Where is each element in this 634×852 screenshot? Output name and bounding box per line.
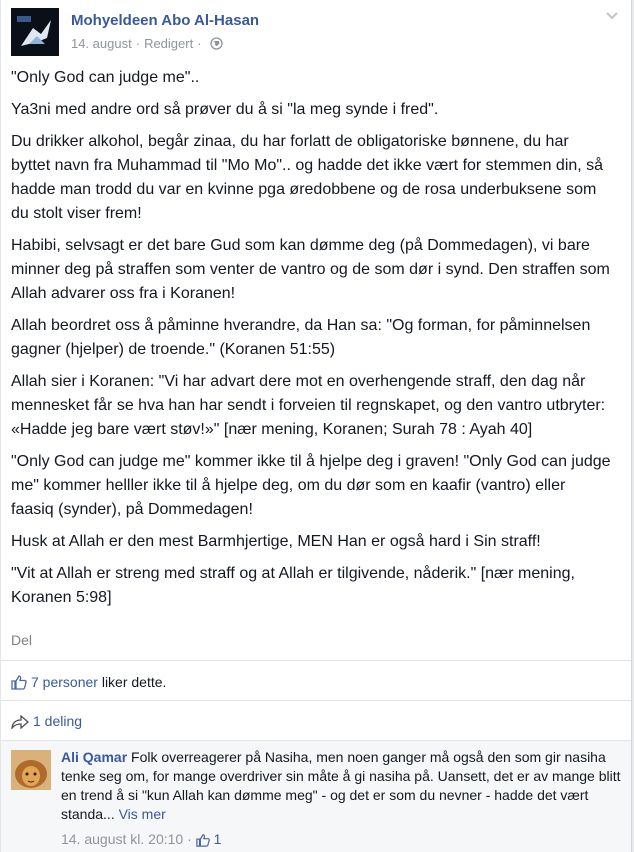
shares-summary[interactable] — [11, 713, 82, 732]
divider — [1, 740, 631, 741]
commenter-name[interactable]: Ali Qamar — [61, 749, 128, 765]
comment-text: Folk overreagerer på Nasiha, men noen ganger må også den som gir nasiha tenke seg om, for mange overdriver sin måte å gi nasiha på. Uansett, det er av mange blitt en trend å si "kun Allah kan dømme meg" - og det er som du nevner - hadde det vært standa... — [61, 749, 621, 822]
post-header — [11, 8, 621, 58]
comment-meta: 14. august kl. 20:10 · 1 — [61, 831, 221, 850]
likes-summary — [11, 674, 166, 693]
post-paragraph: Allah beordret oss å påminne hverandre, da Han sa: "Og forman, for påminnelsen gagner (hjelper) de troende." (Koranen 51:55) — [11, 317, 591, 358]
likes-count-link[interactable]: 7 personer — [31, 674, 98, 690]
see-more-link[interactable]: Vis mer — [118, 806, 166, 822]
chevron-down-icon[interactable] — [605, 8, 619, 26]
thumbs-up-icon — [196, 833, 210, 850]
comments-section — [1, 740, 631, 852]
post-meta: 14. august · Redigert · — [71, 36, 223, 53]
comment-body — [61, 748, 621, 824]
globe-icon[interactable] — [210, 37, 223, 53]
thumbs-up-icon[interactable] — [11, 674, 27, 693]
edited-link[interactable]: Redigert — [144, 36, 194, 51]
divider — [1, 700, 631, 701]
post-paragraph: "Only God can judge me" kommer ikke til å hjelpe deg i graven! "Only God can judge me" kommer helller ikke til å hjelpe deg, om du dør som en kaafir (vantro) eller faasiq (synder), på Dommedagen! — [11, 453, 611, 518]
post-paragraph: "Vit at Allah er streng med straff og at Allah er tilgivende, nåderik." [nær mening, Koranen 5:98] — [11, 565, 575, 606]
post-paragraph: Allah sier i Koranen: "Vi har advart dere mot en overhengende straff, den dag når mennesket får se hva han har sendt i forveien til regnskapet, og den vantro utbryter: «Hadde jeg bare vært støv!»" [nær mening, Koranen; Surah 78 : Ayah 40] — [11, 373, 606, 438]
share-arrow-icon — [11, 715, 29, 732]
likes-suffix: liker dette. — [101, 674, 167, 690]
share-button[interactable]: Del — [11, 632, 33, 648]
comment-like[interactable] — [196, 831, 222, 847]
comment-like-count: 1 — [213, 831, 222, 847]
post-paragraph: Husk at Allah er den mest Barmhjertige, MEN Han er også hard i Sin straff! — [11, 533, 541, 550]
comment-timestamp[interactable]: 14. august kl. 20:10 — [61, 831, 184, 847]
author-name[interactable]: Mohyeldeen Abo Al-Hasan — [71, 12, 260, 29]
post-body — [11, 66, 611, 618]
post-date[interactable]: 14. august — [71, 36, 132, 51]
post-paragraph: Du drikker alkohol, begår zinaa, du har forlatt de obligatoriske bønnene, du har byttet navn fra Muhammad til "Mo Mo".. og hadde det ikke vært for stemmen din, så hadde man trodd du var en kvinne pga øredobbene og de rosa underbuksene som du stolt viser frem! — [11, 133, 604, 222]
shares-count[interactable]: 1 deling — [33, 713, 83, 729]
post-paragraph: Habibi, selvsagt er det bare Gud som kan dømme deg (på Dommedagen), vi bare minner deg på straffen som venter de vantro og de som dør i synd. Den straffen som Allah advarer oss fra i Koranen! — [11, 237, 610, 302]
post-paragraph: Ya3ni med andre ord så prøver du å si "la meg synde i fred". — [11, 101, 439, 118]
commenter-avatar[interactable] — [11, 750, 51, 790]
post-paragraph: "Only God can judge me".. — [11, 69, 200, 86]
divider — [1, 660, 631, 661]
author-avatar[interactable] — [11, 8, 59, 56]
